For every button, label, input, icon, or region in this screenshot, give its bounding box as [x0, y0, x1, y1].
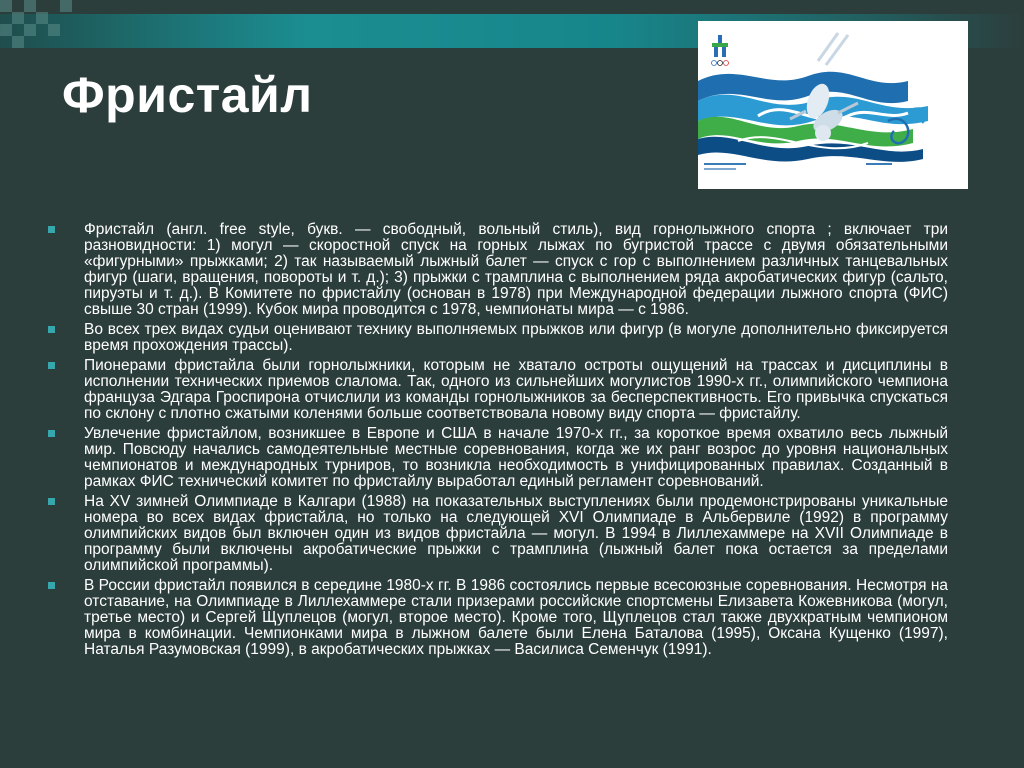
- bullet-square-icon: [48, 226, 55, 233]
- bullet-text: В России фристайл появился в середине 1980-х гг. В 1986 состоялись первые всесоюзные соревнования. Несмотря на отставание, на Олимпиаде в Лиллехаммере стали призерами российские спортсмены Елизавета Кожевникова (могул, третье место) и Сергей Щуплецов (могул, второе место). Кроме того, Щуплецов стал также двухкратным чемпионом мира в комбинации. Чемпионками мира в лыжном балете были Елена Баталова (1995), Оксана Кущенко (1997), Наталья Разумовская (1999), в акробатических прыжках — Василиса Семенчук (1991).: [84, 577, 948, 658]
- bullet-square-icon: [48, 326, 55, 333]
- list-item: [48, 426, 948, 490]
- slide-title: Фристайл: [62, 67, 313, 123]
- list-item: [48, 578, 948, 658]
- list-item: [48, 358, 948, 422]
- bullet-square-icon: [48, 430, 55, 437]
- bullet-text: На XV зимней Олимпиаде в Калгари (1988) на показательных выступлениях были продемонстрированы уникальные номера во всех видах фристайла, но только на следующей XVI Олимпиаде в Альбервиле (1992) в программу олимпийских видов был включен один из видов фристайла — могул. В 1994 в Лиллехаммере на XVII Олимпиаде в программу были включены акробатические прыжки с трамплина (лыжный балет пока остается за пределами олимпийской программы).: [84, 493, 948, 574]
- bullet-square-icon: [48, 362, 55, 369]
- bullet-square-icon: [48, 498, 55, 505]
- bullet-text: Пионерами фристайла были горнолыжники, которым не хватало остроты ощущений на трассах и дисциплины в исполнении технических приемов слалома. Так, одного из сильнейших могулистов 1990-х гг., олимпийского чемпиона француза Эдгара Гроспирона отчислили из команды горнолыжников за бесперспективность. Его привычка спускаться по склону с плотно сжатыми коленями больше соответствовала новому виду спорта — фристайлу.: [84, 357, 948, 422]
- olympic-poster-image: [698, 21, 968, 189]
- decorative-squares: [0, 0, 80, 60]
- bullet-text: Фристайл (англ. free style, букв. — свободный, вольный стиль), вид горнолыжного спорта ; включает три разновидности: 1) могул — скоростной спуск на горных лыжах по бугристой трассе с двумя обязательными «фигурными» прыжками; 2) так называемый лыжный балет — спуск с гор с выполнением различных танцевальных фигур (шаги, вращения, повороты и т. д.); 3) прыжки с трамплина с выполнением ряда акробатических фигур (сальто, пируэты и т. д.). В Комитете по фристайлу (основан в 1978) при Международной федерации лыжного спорта (ФИС) свыше 30 стран (1999). Кубок мира проводится с 1978, чемпионаты мира — с 1986.: [84, 221, 948, 318]
- list-item: [48, 222, 948, 318]
- bullet-list: [48, 222, 948, 662]
- bullet-text: Увлечение фристайлом, возникшее в Европе и США в начале 1970-х гг., за короткое время охватило весь лыжный мир. Повсюду начались самодеятельные местные соревнования, когда же их ранг возрос до уровня национальных чемпионатов и международных турниров, то возникла необходимость в унифицированных правилах. Созданный в рамках ФИС технический комитет по фристайлу выработал единый регламент соревнований.: [84, 425, 948, 490]
- list-item: [48, 322, 948, 354]
- freestyle-skier-illustration: [698, 21, 968, 189]
- list-item: [48, 494, 948, 574]
- bullet-square-icon: [48, 582, 55, 589]
- bullet-text: Во всех трех видах судьи оценивают технику выполняемых прыжков или фигур (в могуле дополнительно фиксируется время прохождения трассы).: [84, 321, 948, 354]
